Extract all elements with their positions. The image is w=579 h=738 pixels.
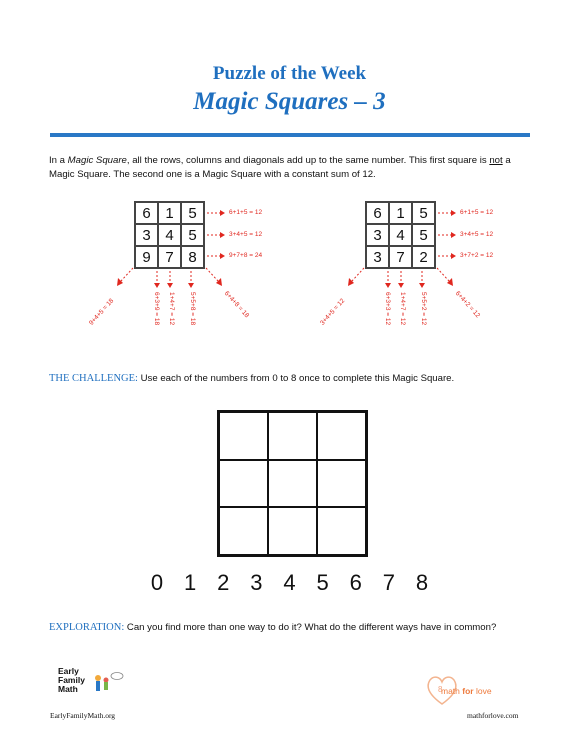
column-sum: 1+4+7 = 12	[168, 292, 175, 326]
family-figures-icon	[90, 670, 126, 700]
number-tile: 5	[316, 570, 329, 595]
diagonal-sum: 3+4+5 = 12	[319, 297, 347, 327]
number-tile: 0	[150, 570, 164, 595]
number-tile: 1	[184, 570, 197, 595]
number-tile: 2	[217, 570, 230, 595]
row-sum: 3+7+2 = 12	[460, 252, 494, 259]
logo-line: Math	[58, 684, 78, 694]
number-tile: 3	[250, 570, 263, 595]
example-square-not-magic	[134, 201, 205, 269]
column-sum: 1+4+7 = 12	[399, 292, 406, 326]
exploration-label: EXPLORATION:	[49, 622, 125, 633]
puzzle-subtitle: Puzzle of the Week	[212, 63, 367, 84]
diagonal-sum: 6+4+2 = 12	[453, 290, 482, 320]
empty-square-cell[interactable]	[268, 412, 317, 460]
square-cell: 5	[412, 224, 435, 246]
logo-for: for	[462, 686, 474, 696]
square-cell: 1	[158, 202, 181, 224]
square-cell: 7	[158, 246, 181, 268]
square-cell: 4	[158, 224, 181, 246]
square-cell: 6	[135, 202, 158, 224]
empty-square-cell[interactable]	[219, 412, 268, 460]
square-cell: 9	[135, 246, 158, 268]
square-cell: 4	[389, 224, 412, 246]
early-family-math-url[interactable]: EarlyFamilyMath.org	[50, 711, 116, 720]
empty-square-cell[interactable]	[317, 460, 366, 508]
square-cell: 5	[412, 202, 435, 224]
square-cell: 5	[181, 202, 204, 224]
square-cell: 6	[366, 202, 389, 224]
empty-square-cell[interactable]	[317, 507, 366, 555]
intro-text-2: , all the rows, columns and diagonals add up to the same number. This first square is	[126, 155, 490, 166]
empty-square-cell[interactable]	[219, 507, 268, 555]
number-tile: 4	[283, 570, 296, 595]
challenge-body: Use each of the numbers from 0 to 8 once to complete this Magic Square.	[137, 373, 455, 384]
row-sum: 3+4+5 = 12	[460, 231, 494, 238]
row-sum: 6+1+5 = 12	[229, 209, 263, 216]
intro-text-1: In a	[49, 155, 68, 166]
empty-magic-square	[217, 410, 368, 557]
empty-square-cell[interactable]	[268, 507, 317, 555]
intro-text-3: a Magic Square. The second one is a Magic Square with a constant sum of 12.	[49, 155, 511, 180]
row-sum: 3+4+5 = 12	[229, 231, 263, 238]
row-sum: 9+7+8 = 24	[229, 252, 263, 259]
diagonal-sum: 9+4+5 = 18	[88, 297, 116, 327]
svg-text:8: 8	[438, 685, 443, 694]
logo-math: math	[441, 686, 463, 696]
empty-square-cell[interactable]	[268, 460, 317, 508]
logo-line: Family	[58, 675, 85, 685]
challenge-text	[49, 373, 454, 384]
empty-square-cell[interactable]	[317, 412, 366, 460]
exploration-text	[49, 622, 496, 633]
row-sum: 6+1+5 = 12	[460, 209, 494, 216]
column-sum: 5+5+2 = 12	[420, 292, 427, 326]
logo-line: Early	[58, 666, 79, 676]
square-cell: 3	[366, 246, 389, 268]
empty-square-cell[interactable]	[219, 460, 268, 508]
number-tile: 7	[382, 570, 395, 595]
example-magic-square	[365, 201, 436, 269]
column-sum: 6+3+9 = 18	[153, 292, 160, 326]
column-sum: 6+3+3 = 12	[384, 292, 391, 326]
early-family-math-logo	[58, 667, 85, 694]
square-cell: 8	[181, 246, 204, 268]
number-tile: 8	[415, 570, 429, 595]
column-sum: 5+5+8 = 18	[189, 292, 196, 326]
logo-love: love	[473, 686, 492, 696]
square-cell: 3	[366, 224, 389, 246]
number-bank	[0, 570, 579, 596]
square-cell: 1	[389, 202, 412, 224]
square-cell: 3	[135, 224, 158, 246]
math-for-love-logo	[441, 686, 492, 696]
intro-not: not	[489, 155, 503, 166]
intro-italic: Magic Square	[67, 155, 127, 166]
diagonal-sum: 6+4+8 = 18	[222, 290, 251, 320]
number-tile: 6	[349, 570, 362, 595]
math-for-love-url[interactable]: mathforlove.com	[467, 711, 519, 720]
square-cell: 5	[181, 224, 204, 246]
challenge-label: THE CHALLENGE:	[49, 373, 138, 384]
square-cell: 2	[412, 246, 435, 268]
square-cell: 7	[389, 246, 412, 268]
page-title: Magic Squares – 3	[193, 88, 386, 115]
exploration-body: Can you find more than one way to do it? What do the different ways have in common?	[124, 622, 497, 633]
